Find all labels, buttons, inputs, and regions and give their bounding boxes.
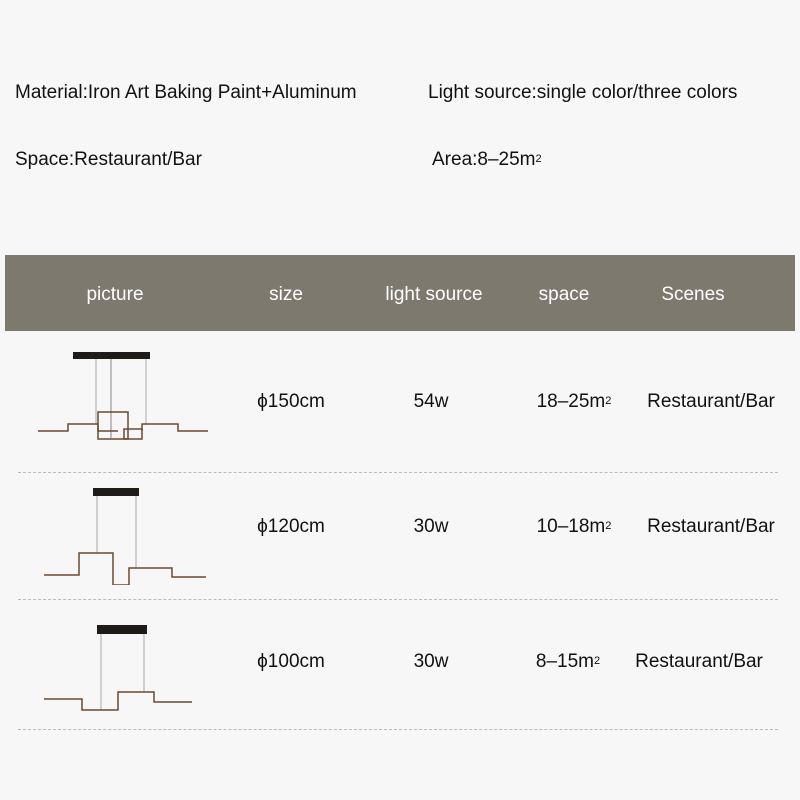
space-cell xyxy=(536,651,600,673)
column-header-scenes: Scenes xyxy=(661,284,725,305)
space-value: 18–25m xyxy=(536,391,606,412)
spec-space: Space:Restaurant/Bar xyxy=(15,149,202,170)
table-header xyxy=(5,255,795,331)
size-cell: ϕ150cm xyxy=(257,391,325,412)
scenes-cell: Restaurant/Bar xyxy=(647,516,775,537)
column-header-picture: picture xyxy=(86,284,144,305)
size-cell: ϕ120cm xyxy=(257,516,325,537)
row-divider xyxy=(18,729,778,730)
space-cell xyxy=(537,391,612,413)
row-divider xyxy=(18,599,778,600)
scenes-cell: Restaurant/Bar xyxy=(635,651,763,672)
space-value: 10–18m xyxy=(536,516,606,537)
space-sup: 2 xyxy=(605,520,612,532)
pendant-lamp-120-image xyxy=(20,475,240,585)
spec-material: Material:Iron Art Baking Paint+Aluminum xyxy=(15,82,357,103)
spec-area-text: Area:8–25m xyxy=(432,149,536,170)
light-source-cell: 54w xyxy=(413,391,449,412)
space-sup: 2 xyxy=(593,655,601,667)
pendant-lamp-100-image xyxy=(20,610,240,720)
column-header-size: size xyxy=(269,284,303,305)
space-cell xyxy=(537,516,612,538)
spec-area xyxy=(432,149,542,171)
light-source-cell: 30w xyxy=(413,516,449,537)
column-header-light-source: light source xyxy=(385,284,483,305)
column-header-space: space xyxy=(538,284,590,305)
spec-light-source: Light source:single color/three colors xyxy=(428,82,738,103)
scenes-cell: Restaurant/Bar xyxy=(647,391,775,412)
space-sup: 2 xyxy=(605,395,612,407)
light-source-cell: 30w xyxy=(413,651,449,672)
row-divider xyxy=(18,472,778,473)
space-value: 8–15m xyxy=(535,651,594,672)
spec-area-sup: 2 xyxy=(535,153,542,165)
pendant-lamp-150-image xyxy=(20,340,240,450)
size-cell: ϕ100cm xyxy=(257,651,325,672)
